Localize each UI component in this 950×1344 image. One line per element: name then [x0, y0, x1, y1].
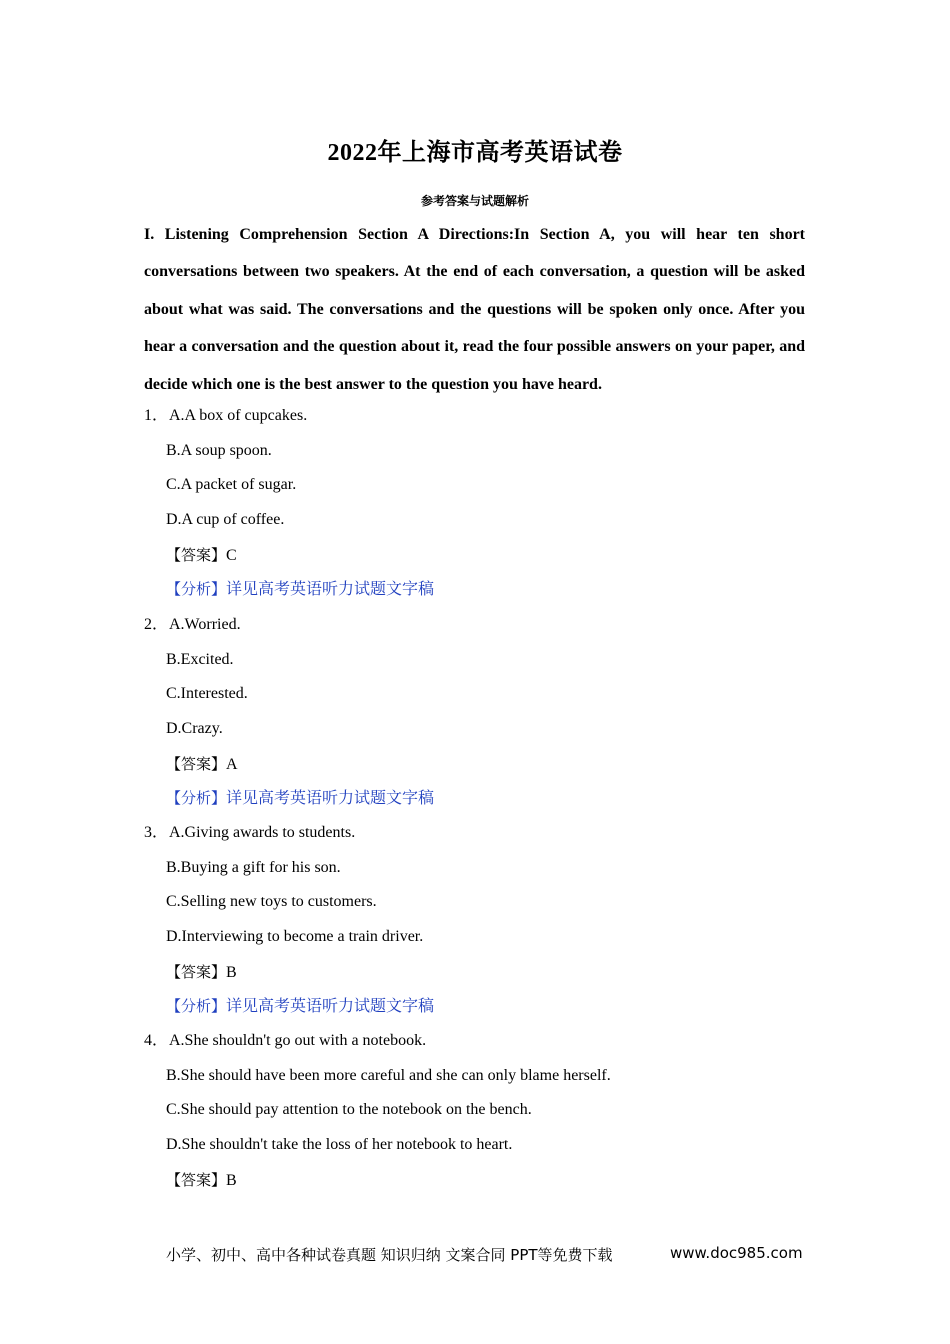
answer-line — [144, 955, 805, 990]
answer-label: 【答案】 — [166, 754, 227, 773]
option-a: A.A box of cupcakes. — [169, 407, 308, 424]
analysis-line — [144, 572, 805, 607]
option-b: B.A soup spoon. — [166, 441, 272, 459]
question-1-option-a-line — [144, 399, 805, 434]
answer-value: B — [226, 963, 237, 981]
page-title: 2022年上海市高考英语试卷 — [327, 140, 623, 166]
page-footer — [166, 1244, 806, 1265]
option-c: C.She should pay attention to the notebook on the bench. — [166, 1101, 532, 1119]
answer-value: A — [226, 755, 238, 773]
question-4-option-a-line — [144, 1024, 805, 1059]
option-b: B.Buying a gift for his son. — [166, 858, 341, 876]
option-a: A.Giving awards to students. — [169, 824, 356, 841]
question-3 — [144, 816, 805, 1024]
answer-label: 【答案】 — [166, 1170, 227, 1189]
option-d: D.A cup of coffee. — [166, 511, 285, 529]
answer-value: C — [226, 546, 237, 564]
answer-line — [144, 747, 805, 782]
question-2 — [144, 608, 805, 816]
analysis-label: 【分析】 — [166, 580, 227, 599]
question-4 — [144, 1024, 805, 1197]
option-a: A.She shouldn't go out with a notebook. — [169, 1032, 427, 1049]
analysis-text: 详见高考英语听力试题文字稿 — [226, 998, 435, 1016]
answer-value: B — [226, 1171, 237, 1189]
question-number: 4． — [144, 1032, 169, 1049]
page-subtitle: 参考答案与试题解析 — [420, 194, 529, 208]
option-c: C.Selling new toys to customers. — [166, 893, 377, 911]
option-d: D.She shouldn't take the loss of her notebook to heart. — [166, 1136, 513, 1154]
option-c: C.Interested. — [166, 685, 248, 703]
analysis-line — [144, 781, 805, 816]
question-2-option-a-line — [144, 608, 805, 643]
answer-label: 【答案】 — [166, 545, 227, 564]
footer-text: 小学、初中、高中各种试卷真题 知识归纳 文案合同 PPT等免费下载 — [166, 1246, 613, 1264]
option-b: B.Excited. — [166, 650, 234, 668]
question-1 — [144, 399, 805, 607]
answer-line — [144, 538, 805, 573]
answer-label: 【答案】 — [166, 962, 227, 981]
question-3-option-a-line — [144, 816, 805, 851]
footer-site-link[interactable]: www.doc985.com — [670, 1244, 803, 1262]
option-c: C.A packet of sugar. — [166, 476, 297, 494]
question-number: 3． — [144, 824, 169, 841]
analysis-label: 【分析】 — [166, 997, 227, 1016]
option-d: D.Crazy. — [166, 720, 223, 738]
question-number: 2． — [144, 616, 169, 633]
option-d: D.Interviewing to become a train driver. — [166, 928, 424, 946]
question-number: 1． — [144, 407, 169, 424]
analysis-text: 详见高考英语听力试题文字稿 — [226, 790, 435, 808]
option-a: A.Worried. — [169, 616, 241, 633]
option-b: B.She should have been more careful and she can only blame herself. — [166, 1066, 611, 1084]
answer-line — [144, 1163, 805, 1198]
analysis-line — [144, 989, 805, 1024]
analysis-text: 详见高考英语听力试题文字稿 — [226, 581, 435, 599]
section-directions: I. Listening Comprehension Section A Directions:In Section A, you will hear ten short conversations between two speakers. At the end of each conversation, a question will be asked about what was said. The conversations and the questions will be spoken only once. After you hear a conversation and the question about it, read the four possible answers on your paper, and decide which one is the best answer to the question you have heard. — [144, 226, 805, 393]
analysis-label: 【分析】 — [166, 789, 227, 808]
